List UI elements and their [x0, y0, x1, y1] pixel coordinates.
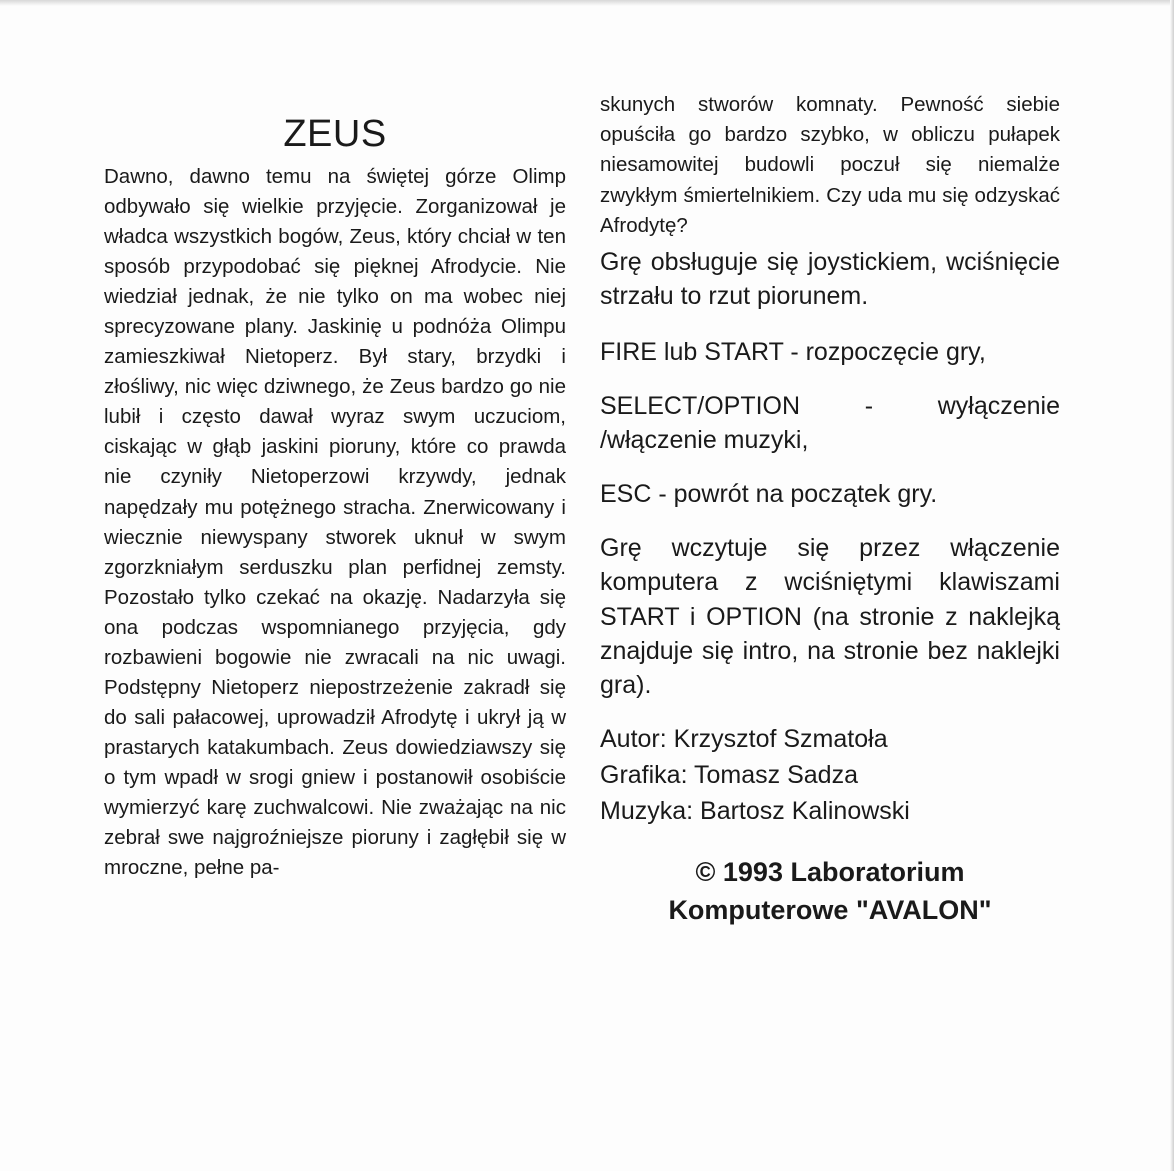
key-esc: ESC - powrót na początek gry. [600, 480, 938, 509]
credit-graphics: Grafika: Tomasz Sadza [600, 760, 858, 789]
copyright-line-1: © 1993 Laboratorium [695, 856, 965, 887]
key-fire-start: FIRE lub START - rozpoczęcie gry, [600, 338, 986, 367]
credit-author: Autor: Krzysztof Szmatoła [600, 724, 888, 753]
story-text-left: Dawno, dawno temu na świętej górze Olimp odbywało się wielkie przyjęcie. Zorganizował je władca wszystkich bogów, Zeus, który chciał w ten sposób przypodobać się pięknej Afrodycie. Nie wiedział jednak, że nie tylko on ma wobec niej sprecyzowane plany. Jaskinię u podnóża Olimpu zamieszkiwał Nietoperz. Był stary, brzydki i złośliwy, nic więc dziwnego, że Zeus bardzo go nie lubił i często dawał wyraz swym uczuciom, ciskając w głąb jaskini pioruny, które co prawda nie czyniły Nietoperzowi krzywdy, jednak napędzały mu potężnego stracha. Znerwicowany i wiecznie niewyspany stworek uknuł w swym zgorzkniałym serduszku plan perfidnej zemsty. Pozostało tylko czekać na okazję. Nadarzyła się ona podczas wspomnianego przyjęcia, gdy rozbawieni bogowie nie zwracali na nic uwagi. Podstępny Nietoperz niepostrzeżenie zakradł się do sali pałacowej, uprowadził Afrodytę i ukrył ją w prastarych katakumbach. Zeus dowiedziawszy się o tym wpadł w srogi gniew i postanowił osobiście wymierzyć karę zuchwalcowi. Nie zważając na nic zebrał swe najgroźniejsze pioruny i zagłębił się w mroczne, pełne pa- [104, 165, 566, 880]
scan-edge-right [1170, 0, 1174, 1171]
credits [600, 721, 1060, 829]
key-list [600, 335, 1060, 511]
loading-instructions: Grę wczytuje się przez włączenie komputera z wciśniętymi klawiszami START i OPTION (na stronie z naklejką znajduje się intro, na stronie bez naklejki gra). [600, 534, 1060, 700]
credit-music: Muzyka: Bartosz Kalinowski [600, 796, 910, 825]
page-title: ZEUS [283, 113, 387, 155]
key-select-option: SELECT/OPTION - wyłączenie /włączenie muzyki, [600, 392, 1060, 455]
scan-edge-top [0, 0, 1174, 6]
copyright-notice [600, 853, 1060, 929]
left-column [104, 112, 566, 883]
right-column [600, 90, 1060, 929]
controls-description: Grę obsługuje się joystickiem, wciśnięcie strzału to rzut piorunem. [600, 248, 1060, 311]
copyright-line-2: Komputerowe "AVALON" [668, 894, 992, 925]
story-text-right: skunych stworów komnaty. Pewność siebie opuściła go bardzo szybko, w obliczu pułapek niesamowitej budowli poczuł się niemalże zwykłym śmiertelnikiem. Czy uda mu się odzyskać Afrodytę? [600, 93, 1060, 237]
